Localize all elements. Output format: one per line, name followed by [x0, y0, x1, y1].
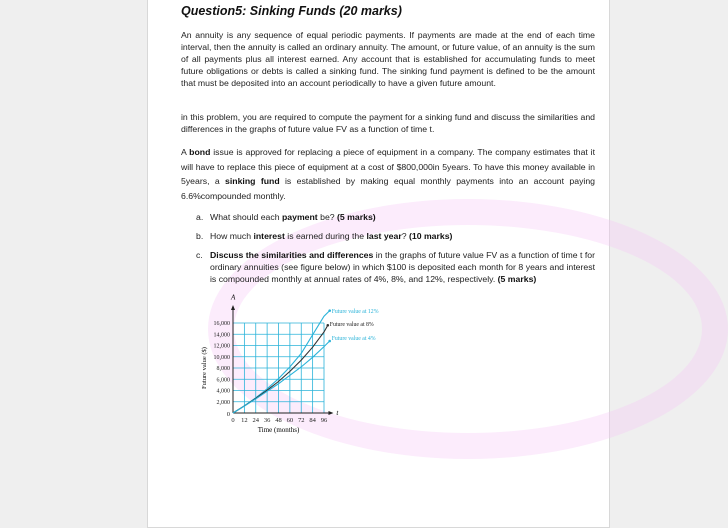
- question-title: Question5: Sinking Funds (20 marks): [181, 4, 402, 18]
- text: issue is approved for replacing a piece of equipment in a company. The company estimates that it will have to replace this piece of equipment at a cost of $800,000in 5years. To have this money available in 5years, a: [181, 147, 596, 186]
- x-tick-label: 0: [231, 417, 235, 424]
- series-end-marker: [328, 340, 331, 343]
- question-list: [196, 211, 595, 292]
- y-tick-label: 2,000: [216, 399, 230, 406]
- x-axis-arrow: [328, 411, 333, 415]
- text: be?: [317, 212, 338, 222]
- bold-text: last year: [366, 231, 402, 241]
- legend-label: Future value at 8%: [329, 322, 374, 328]
- marks: (10 marks): [408, 231, 453, 241]
- bold-text: sinking fund: [225, 176, 280, 186]
- y-tick-label: 4,000: [216, 388, 230, 395]
- x-tick-label: 72: [298, 417, 305, 424]
- y-axis-letter: A: [231, 293, 236, 302]
- list-item: [196, 249, 595, 285]
- future-value-chart: [193, 293, 423, 440]
- x-axis-label: Time (months): [257, 426, 300, 434]
- bold-text: interest: [253, 231, 285, 241]
- y-tick-label: 16,000: [213, 321, 230, 327]
- list-item: [196, 211, 595, 223]
- bold-text: Discuss the similarities and differences: [210, 250, 374, 260]
- bold-text: bond: [189, 147, 211, 157]
- y-axis-label: Future value ($): [201, 347, 208, 389]
- marks: (5 marks): [497, 274, 537, 284]
- list-item: [196, 230, 595, 242]
- y-axis-arrow: [231, 305, 235, 310]
- series-line: [233, 311, 330, 413]
- document-page: [147, 0, 610, 528]
- y-tick-label: 6,000: [216, 377, 230, 384]
- bond-paragraph: [181, 145, 595, 203]
- legend-label: Future value at 4%: [331, 336, 376, 342]
- text: is earned during the: [284, 231, 367, 241]
- item-letter: b.: [196, 231, 204, 241]
- marks: (5 marks): [337, 212, 376, 222]
- text: in the graphs of future value FV as a function of time t for ordinary annuities (see figure below) in which $100 is deposited each month for 8 years and interest is compounded monthly at annual rates of 4%, 8%, and 12%, respectively.: [210, 250, 595, 284]
- series-line: [233, 341, 330, 413]
- y-tick-label: 12,000: [213, 343, 230, 350]
- y-tick-label: 8,000: [216, 366, 230, 372]
- text: ?: [401, 231, 409, 241]
- legend-label: Future value at 12%: [331, 309, 379, 315]
- intro-paragraph: An annuity is any sequence of equal periodic payments. If payments are made at the end of each time interval, then the annuity is called an ordinary annuity. The amount, or future value, of an annuity is the sum of all payments plus all interest earned. Any account that is established for accumulating funds to meet future obligations or debts is called a sinking fund. The sinking fund payment is defined to be the amount that must be deposited into an account periodically to have a given future amount.: [181, 30, 595, 88]
- series-end-marker: [326, 324, 329, 327]
- item-letter: a.: [196, 212, 204, 222]
- problem-paragraph: in this problem, you are required to compute the payment for a sinking fund and discuss the similarities and differences in the graphs of future value FV as a function of time t.: [181, 112, 595, 134]
- series-line: [233, 325, 328, 413]
- x-tick-label: 84: [309, 417, 316, 424]
- y-tick-label: 14,000: [213, 332, 230, 339]
- text: How much: [210, 231, 254, 241]
- x-tick-label: 36: [263, 417, 271, 424]
- x-axis-letter: t: [336, 409, 339, 417]
- x-tick-label: 60: [286, 417, 294, 424]
- x-tick-label: 96: [320, 417, 328, 424]
- series-end-marker: [328, 309, 331, 312]
- item-letter: c.: [196, 250, 203, 260]
- x-tick-label: 12: [241, 417, 248, 424]
- text: What should each: [210, 212, 282, 222]
- origin-label: 0: [226, 411, 230, 418]
- bold-text: payment: [281, 212, 318, 222]
- x-tick-label: 48: [275, 417, 282, 424]
- text: is established by making equal monthly payments into an account paying 6.6%compounded monthly.: [181, 176, 596, 201]
- text: A: [181, 147, 190, 157]
- y-tick-label: 10,000: [213, 354, 230, 361]
- x-tick-label: 24: [252, 417, 259, 424]
